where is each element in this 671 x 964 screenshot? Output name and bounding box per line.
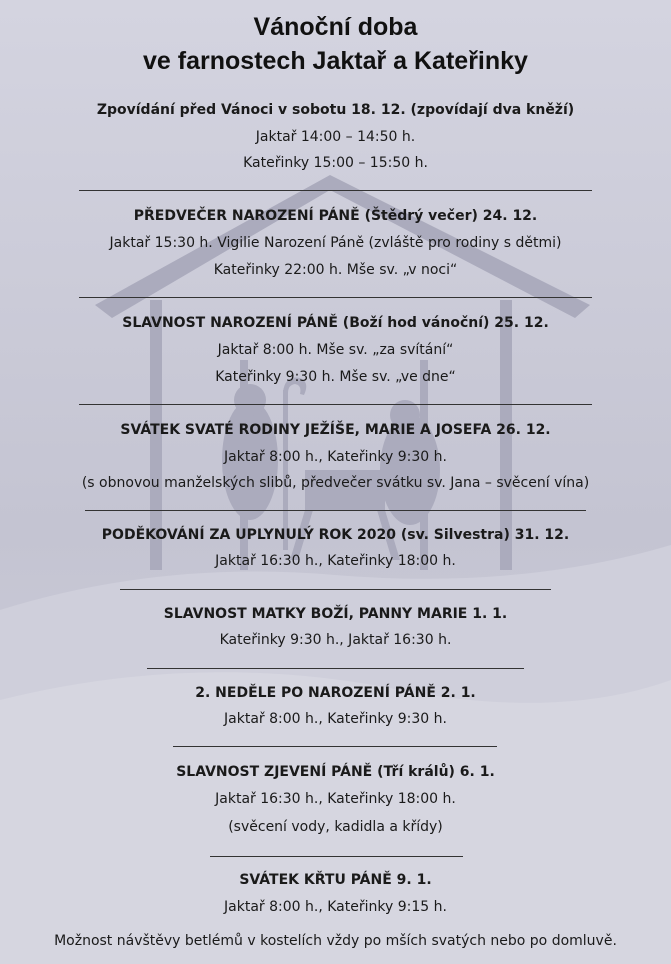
section-divider [79,404,592,405]
section-heading-christmas-eve: PŘEDVEČER NAROZENÍ PÁNĚ (Štědrý večer) 24. 12. [133,208,538,224]
schedule-line: (s obnovou manželských slibů, předvečer svátku sv. Jana – svěcení vína) [81,475,590,491]
page-title: Vánoční doba [253,13,418,41]
schedule-line: (svěcení vody, kadidla a křídy) [228,819,443,835]
footer-note: Možnost návštěvy betlémů v kostelích vždy po mších svatých nebo po domluvě. [54,933,617,949]
schedule-line: Jaktař 16:30 h., Kateřinky 18:00 h. [215,553,456,569]
schedule-line: Jaktař 8:00 h., Kateřinky 9:30 h. [224,711,447,727]
schedule-line: Jaktař 14:00 – 14:50 h. [255,129,416,145]
section-divider [79,190,592,191]
section-heading-confession: Zpovídání před Vánoci v sobotu 18. 12. (zpovídají dva kněží) [96,102,575,118]
section-heading-second-sunday: 2. NEDĚLE PO NAROZENÍ PÁNĚ 2. 1. [195,685,476,701]
section-heading-holy-family: SVÁTEK SVATÉ RODINY JEŽÍŠE, MARIE A JOSEFA 26. 12. [120,422,551,438]
schedule-line: Jaktař 16:30 h., Kateřinky 18:00 h. [215,791,456,807]
section-heading-mother-of-god: SLAVNOST MATKY BOŽÍ, PANNY MARIE 1. 1. [163,606,508,622]
section-divider [210,856,463,857]
schedule-line: Kateřinky 22:00 h. Mše sv. „v noci“ [213,262,458,278]
schedule-line: Kateřinky 9:30 h., Jaktař 16:30 h. [219,632,452,648]
schedule-line: Jaktař 8:00 h., Kateřinky 9:15 h. [224,899,447,915]
section-heading-epiphany: SLAVNOST ZJEVENÍ PÁNĚ (Tří králů) 6. 1. [176,764,495,780]
section-divider [79,297,592,298]
section-divider [120,589,551,590]
section-divider [173,746,497,747]
schedule-line: Jaktař 15:30 h. Vigilie Narození Páně (zvláště pro rodiny s dětmi) [109,235,562,251]
section-heading-new-years-eve: PODĚKOVÁNÍ ZA UPLYNULÝ ROK 2020 (sv. Silvestra) 31. 12. [101,527,570,543]
section-heading-nativity: SLAVNOST NAROZENÍ PÁNĚ (Boží hod vánoční) 25. 12. [122,315,549,331]
schedule-line: Kateřinky 15:00 – 15:50 h. [243,155,428,171]
page-subtitle: ve farnostech Jaktař a Kateřinky [143,47,528,75]
section-heading-baptism: SVÁTEK KŘTU PÁNĚ 9. 1. [239,872,432,888]
schedule-line: Kateřinky 9:30 h. Mše sv. „ve dne“ [215,369,456,385]
schedule-line: Jaktař 8:00 h. Mše sv. „za svítání“ [217,342,454,358]
section-divider [85,510,586,511]
schedule-line: Jaktař 8:00 h., Kateřinky 9:30 h. [224,449,447,465]
section-divider [147,668,524,669]
